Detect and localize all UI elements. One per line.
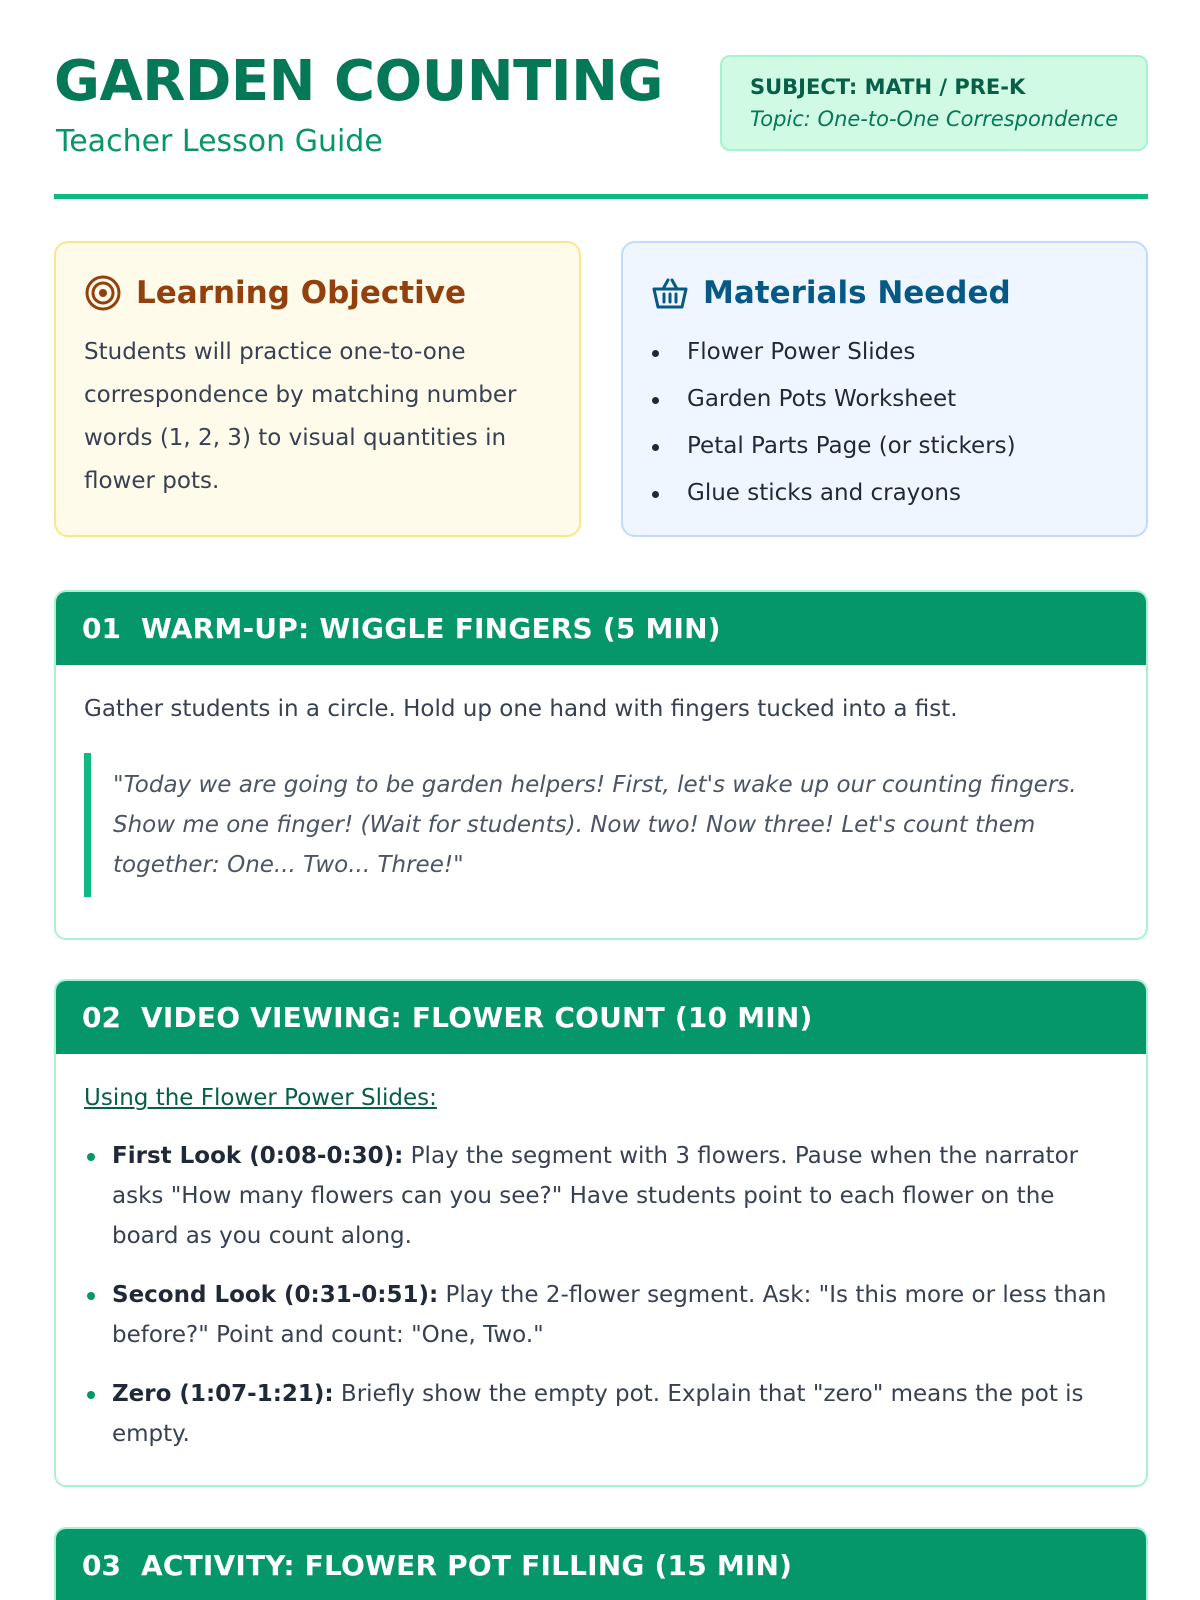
header-divider [54, 194, 1148, 199]
list-item [84, 1374, 1118, 1454]
materials-title: Materials Needed [703, 275, 1011, 311]
list-item [84, 1275, 1118, 1355]
objective-title: Learning Objective [136, 275, 466, 311]
step-label: Second Look (0:31-0:51): [112, 1282, 439, 1308]
page-subtitle: Teacher Lesson Guide [56, 124, 383, 159]
section-header [56, 1529, 1146, 1600]
page-title: GARDEN COUNTING [54, 49, 663, 114]
section-number: 03 [82, 1549, 121, 1582]
slides-link[interactable]: Using the Flower Power Slides: [84, 1085, 437, 1111]
section-header [56, 592, 1146, 665]
step-label: Zero (1:07-1:21): [112, 1381, 334, 1407]
section-title: WARM-UP: WIGGLE FINGERS (5 MIN) [140, 612, 721, 645]
step-text: Briefly show the empty pot. Explain that "zero" means the pot is empty. [112, 1381, 1084, 1447]
section-title: VIDEO VIEWING: FLOWER COUNT (10 MIN) [140, 1001, 813, 1034]
step-label: First Look (0:08-0:30): [112, 1143, 404, 1169]
list-item: Glue sticks and crayons [651, 470, 1118, 517]
step-text: Play the 2-flower segment. Ask: "Is this more or less than before?" Point and count: "One, Two." [112, 1282, 1107, 1348]
page-header [54, 50, 1148, 200]
list-item: Flower Power Slides [651, 329, 1118, 376]
section-number: 02 [82, 1001, 121, 1034]
target-icon [84, 274, 122, 312]
basket-icon [651, 274, 689, 312]
objective-text: Students will practice one-to-one correspondence by matching number words (1, 2, 3) to visual quantities in flower pots. [84, 339, 517, 494]
list-item: Garden Pots Worksheet [651, 376, 1118, 423]
section-number: 01 [82, 612, 121, 645]
section-video-viewing [54, 979, 1148, 1487]
section-warm-up [54, 590, 1148, 940]
topic-label: Topic: One-to-One Correspondence [750, 107, 1119, 131]
section-header [56, 981, 1146, 1054]
materials-card [621, 241, 1148, 537]
subject-label: SUBJECT: MATH / PRE-K [750, 75, 1026, 99]
materials-list [651, 329, 1118, 517]
viewing-steps [84, 1136, 1118, 1454]
section-intro: Gather students in a circle. Hold up one hand with fingers tucked into a fist. [84, 696, 958, 722]
objective-card [54, 241, 581, 537]
list-item [84, 1136, 1118, 1256]
list-item: Petal Parts Page (or stickers) [651, 423, 1118, 470]
section-title: ACTIVITY: FLOWER POT FILLING (15 MIN) [140, 1549, 793, 1582]
step-text: Play the segment with 3 flowers. Pause when the narrator asks "How many flowers can you see?" Have students point to each flower on the board as you count along. [112, 1143, 1079, 1249]
subject-badge [720, 55, 1148, 151]
teacher-script-quote: "Today we are going to be garden helpers! First, let's wake up our counting fingers. Show me one finger! (Wait for students). Now two! Now three! Let's count them together: One... Two... Three!" [84, 753, 1118, 897]
section-activity [54, 1527, 1148, 1600]
